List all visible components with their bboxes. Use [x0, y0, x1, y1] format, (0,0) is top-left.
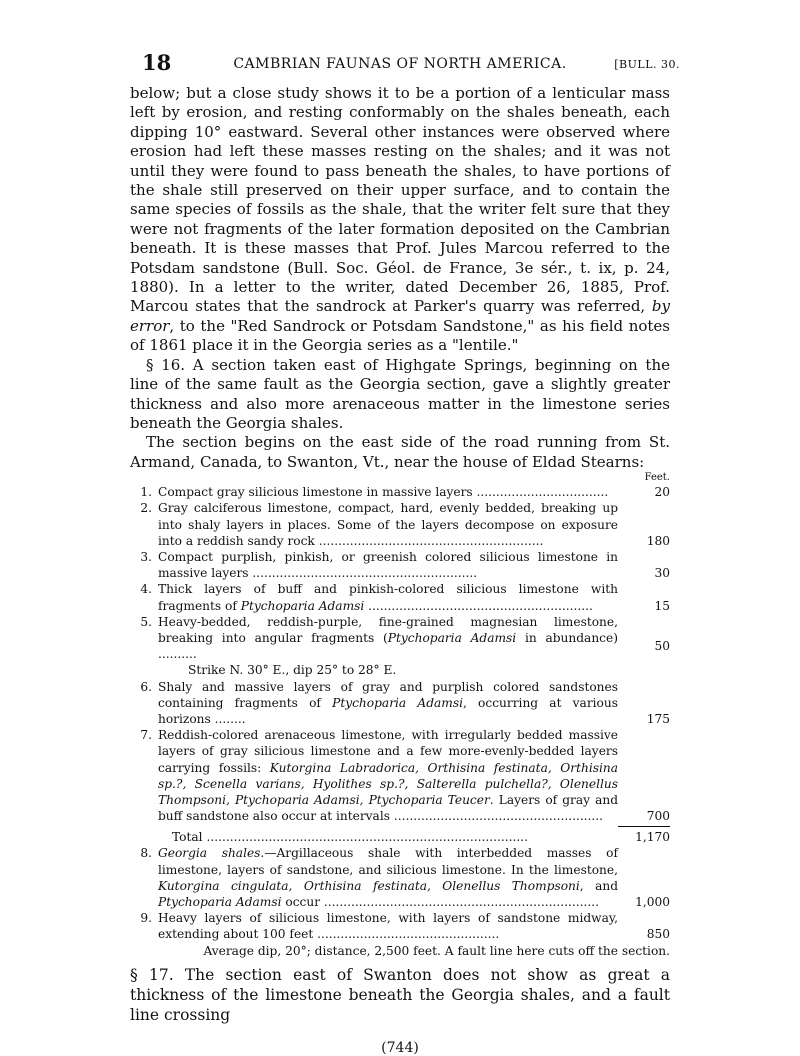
- strike-note: Strike N. 30° E., dip 25° to 28° E.: [188, 663, 397, 678]
- page-number: 18: [142, 50, 172, 75]
- list-item: 8. Georgia shales.—Argillaceous shale with interbedded masses of limestone, layers of sandstone, and silicious limestone. In the limestone, Kutorgina cingulata, Orthisina festinata, Olenellus Thompsoni, and Ptychoparia Adamsi occur ....................................................................... 1,000: [140, 846, 670, 909]
- list-item: 7. Reddish-colored arenaceous limestone, with irregularly bedded massive layers of gray silicious limestone and a few more-evenly-bedded layers carrying fossils: Kutorgina Labradorica, Orthisina festinata, Orthisina sp.?, Scenella varians, Hyolithes sp.?, Salterella pulchella?, Olenellus Thompsoni, Ptychoparia Adamsi, Ptychoparia Teucer. Layers of gray and buff sandstone also occur at intervals ...................................................... 700: [140, 728, 670, 824]
- thickness-value: 30: [654, 566, 670, 581]
- paragraph-continuation: below; but a close study shows it to be a portion of a lenticular mass left by erosion, and resting conformably on the shales beneath, each dipping 10° eastward. Several other instances were observed where erosion had left these masses resting on the shales; and it was not until they were found to pass beneath the shales, to have portions of the shale still preserved on their upper surface, and to contain the same species of fossils as the shale, that the writer felt sure that they were not fragments of the later formation deposited on the Cambrian beneath. It is these masses that Prof. Jules Marcou referred to the Potsdam sandstone (Bull. Soc. Géol. de France, 3e sér., t. ix, p. 24, 1880). In a letter to the writer, dated December 26, 1885, Prof. Marcou states that the sandrock at Parker's quarry was referred, by error, to the "Red Sandrock or Potsdam Sandstone," as his field notes of 1861 place it in the Georgia series as a "lentile.": [130, 84, 670, 355]
- list-item: 2. Gray calciferous limestone, compact, hard, evenly bedded, breaking up into shaly layers in places. Some of the layers decompose on exposure into a reddish sandy rock .......................................................... 180: [140, 501, 670, 548]
- average-note: Average dip, 20°; distance, 2,500 feet. A fault line here cuts off the section.: [203, 943, 670, 958]
- list-item: 9. Heavy layers of silicious limestone, with layers of sandstone midway, extending about 100 feet ............................................... 850: [140, 911, 670, 942]
- feet-column-header: Feet.: [644, 472, 670, 484]
- paragraph-section-16: § 16. A section taken east of Highgate Springs, beginning on the line of the same fault as the Georgia section, gave a slightly greater thickness and also more arenaceous matter in the limestone series beneath the Georgia shales.: [130, 355, 670, 432]
- total-rule: [618, 826, 670, 827]
- page-footer-number: (744): [381, 1040, 419, 1056]
- total-value: 1,170: [635, 830, 670, 845]
- list-item: 6. Shaly and massive layers of gray and purplish colored sandstones containing fragments of Ptychoparia Adamsi, occurring at various horizons ........ 175: [140, 679, 670, 726]
- thickness-value: 15: [654, 598, 670, 613]
- thickness-value: 175: [646, 711, 670, 726]
- bulletin-ref: [BULL. 30.: [614, 58, 680, 71]
- thickness-value: 700: [646, 809, 670, 824]
- paragraph-section-begins: The section begins on the east side of the road running from St. Armand, Canada, to Swanton, Vt., near the house of Eldad Stearns:: [130, 433, 670, 471]
- total-label: Total: [172, 830, 203, 845]
- thickness-value: 50: [654, 639, 670, 654]
- thickness-value: 1,000: [635, 895, 670, 909]
- total-row: Total ................................................................................... 1,170: [172, 830, 670, 845]
- list-item: 4. Thick layers of buff and pinkish-colored silicious limestone with fragments of Ptychoparia Adamsi .......................................................... 15: [140, 582, 670, 613]
- list-item: 3. Compact purplish, pinkish, or greenish colored silicious limestone in massive layers .......................................................... 30: [140, 549, 670, 581]
- list-item: 5. Heavy-bedded, reddish-purple, fine-grained magnesian limestone, breaking into angular fragments (Ptychoparia Adamsi in abundance) .......... Strike N. 30° E., dip 25° to 28° E. 50: [140, 614, 670, 678]
- body-text: [130, 84, 670, 472]
- section-list-continued: [130, 845, 670, 942]
- thickness-value: 180: [646, 533, 670, 548]
- paragraph-section-17: § 17. The section east of Swanton does not show as great a thickness of the limestone beneath the Georgia shales, and a fault line crossing: [130, 965, 670, 1024]
- section-list: [130, 484, 670, 824]
- running-title: CAMBRIAN FAUNAS OF NORTH AMERICA.: [233, 56, 567, 72]
- list-item: 1. Compact gray silicious limestone in massive layers .................................. 20: [140, 485, 670, 500]
- page-header: [130, 50, 680, 80]
- thickness-value: 20: [654, 485, 670, 500]
- thickness-value: 850: [646, 927, 670, 942]
